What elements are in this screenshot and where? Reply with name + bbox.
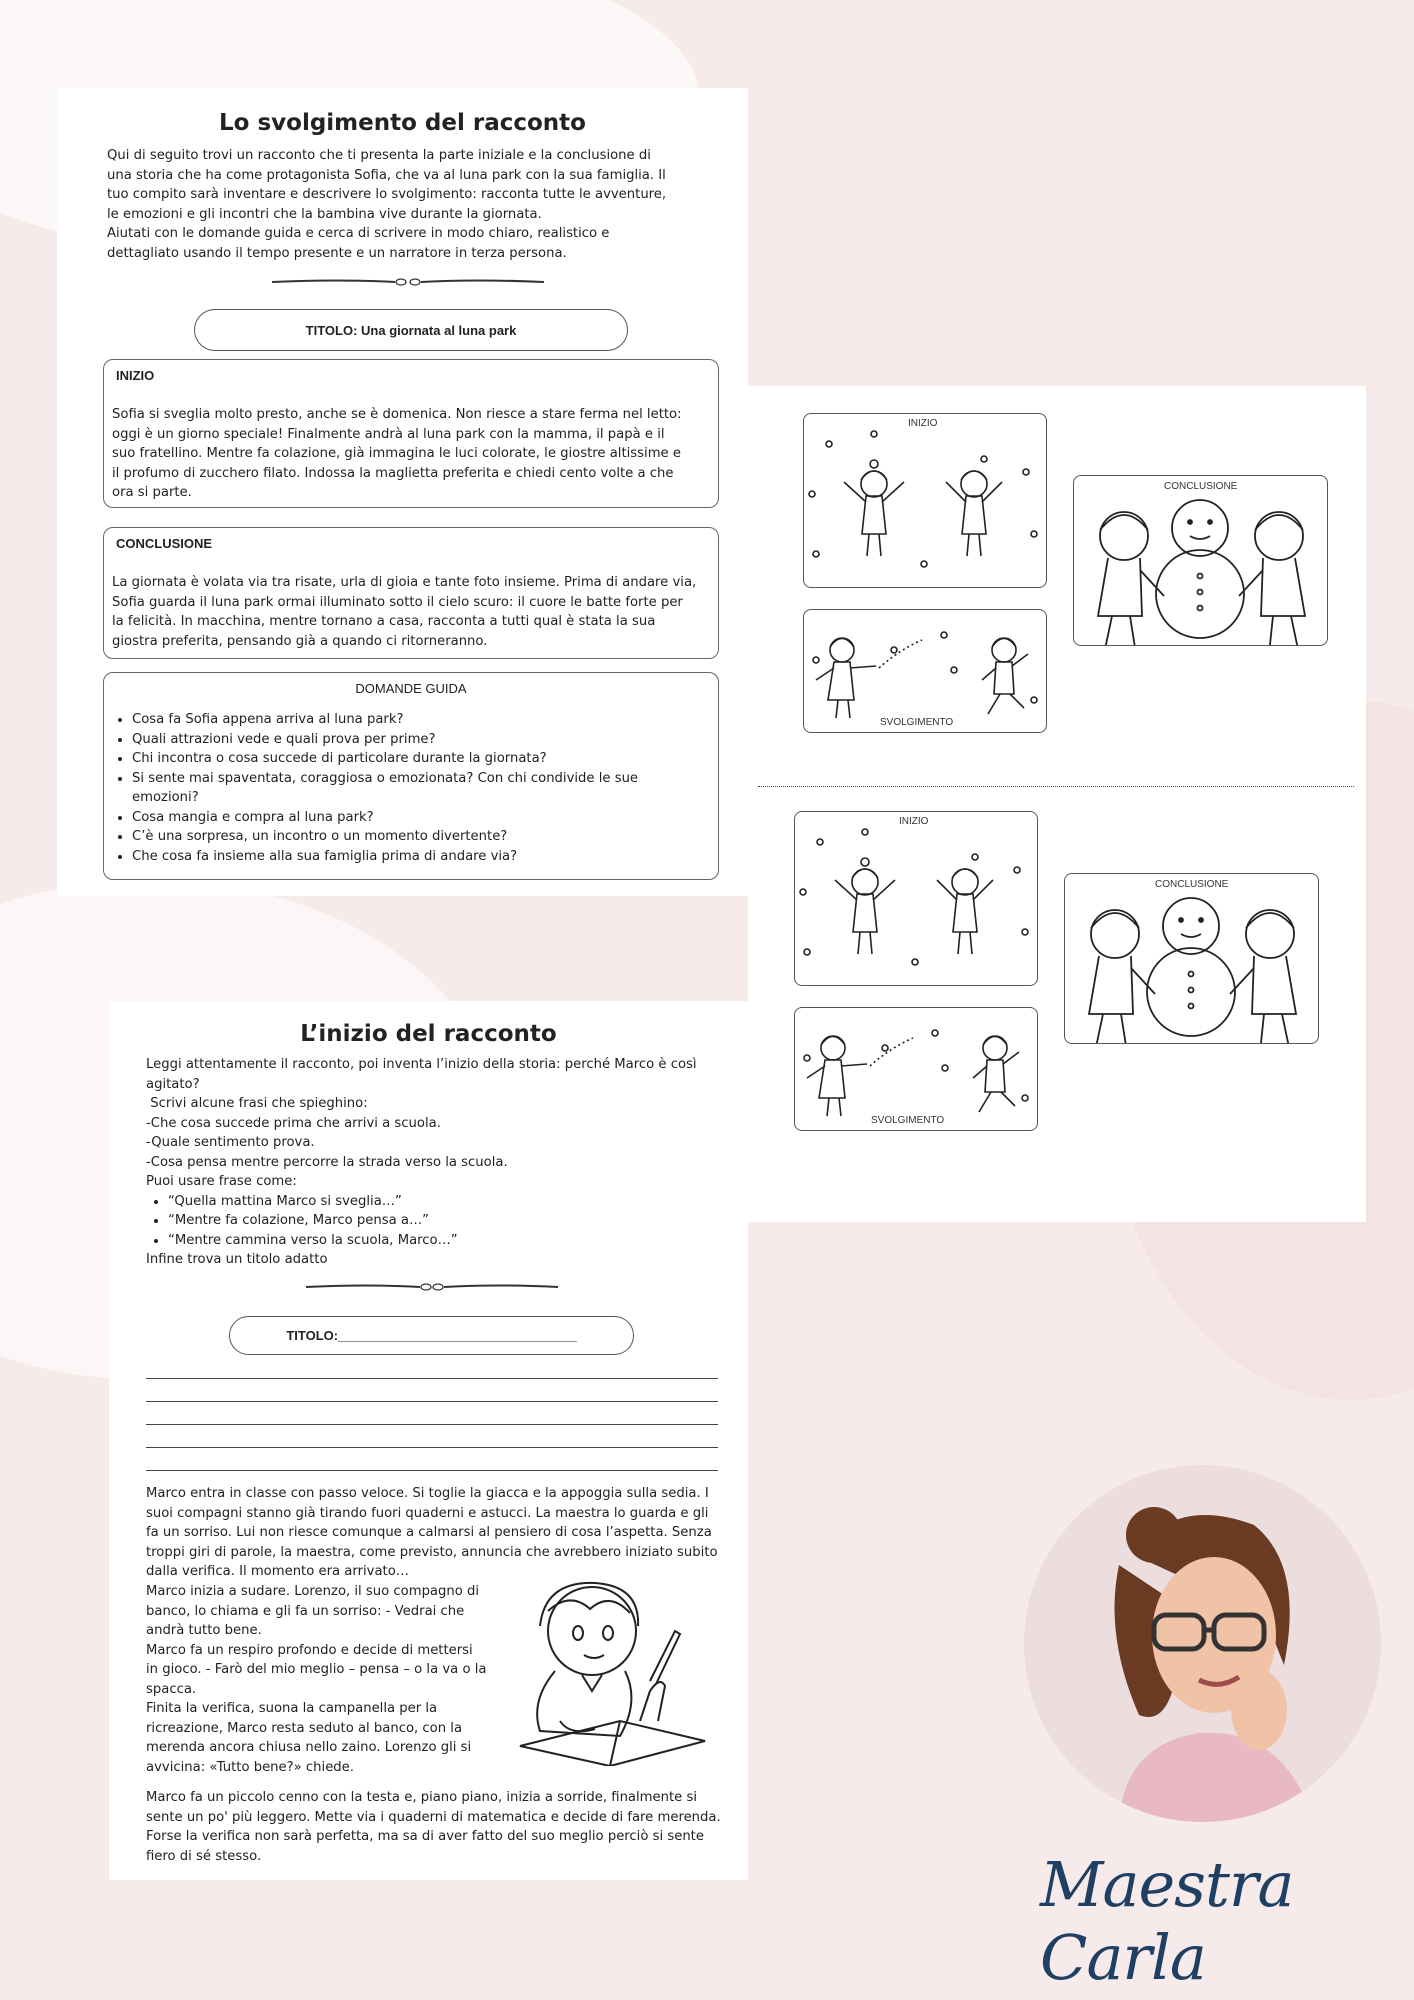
teacher-avatar-illustration [1024, 1465, 1381, 1822]
list-item: • Che cosa fa insieme alla sua famiglia prima di andare via? [132, 847, 704, 867]
question-list [104, 710, 718, 866]
list-item: • C’è una sorpresa, un incontro o un momento divertente? [132, 827, 704, 847]
intro-text [107, 146, 707, 263]
snowman-illustration [1065, 874, 1318, 1043]
conclusione-line: giostra preferita, pensando già a quando ci ritorneranno. [112, 633, 488, 649]
story-line: fa un sorriso. Lui non riesce comunque a calmarsi al pensiero di cosa l’aspetta. Senza [146, 1525, 712, 1540]
signature: Maestra Carla [1040, 1848, 1294, 1994]
card-label: INIZIO [908, 418, 938, 429]
conclusione-label: CONCLUSIONE [116, 536, 213, 551]
story-line: merenda ancora chiusa nello zaino. Lorenzo gli si [146, 1740, 472, 1755]
story-line: ricreazione, Marco resta seduto al banco, con la [146, 1720, 463, 1736]
list-item: • Si sente mai spaventata, coraggiosa o emozionata? Con chi condivide le sue emozioni? [132, 769, 704, 808]
writing-line[interactable] [146, 1424, 718, 1425]
story-line: Marco entra in classe con passo veloce. Si toglie la giacca e la appoggia sulla sedia. I [146, 1486, 709, 1501]
story-line: dalla verifica. Il momento era arrivato… [146, 1564, 409, 1579]
inizio-line: ora si parte. [112, 485, 192, 500]
conclusione-line: La giornata è volata via tra risate, urla di gioia e tante foto insieme. Prima di andare via, [112, 575, 697, 590]
worksheet-inizio [109, 1001, 748, 1880]
story-line: Finita la verifica, suona la campanella per la [146, 1701, 438, 1716]
children-snow-illustration [804, 414, 1046, 587]
story-line: banco, lo chiama e gli fa un sorriso: - Vedrai che [146, 1603, 465, 1619]
snowball-fight-illustration [795, 1008, 1037, 1130]
card-label: INIZIO [899, 816, 929, 827]
card-label: SVOLGIMENTO [880, 717, 954, 728]
intro-line: Aiutati con le domande guida e cerca di scrivere in modo chiaro, realistico e [107, 226, 610, 241]
story-line: andrà tutto bene. [146, 1623, 262, 1638]
story-line: Marco fa un respiro profondo e decide di mettersi [146, 1642, 473, 1658]
inizio-label: INIZIO [116, 368, 155, 383]
list-item: • Cosa mangia e compra al luna park? [132, 808, 704, 828]
writing-line[interactable] [146, 1401, 718, 1402]
domande-guida-label: DOMANDE GUIDA [355, 681, 467, 696]
conclusione-box [103, 527, 719, 659]
title-pill-text: TITOLO: Una giornata al luna park [305, 322, 517, 338]
list-item: • “Mentre cammina verso la scuola, Marco…” [168, 1231, 726, 1251]
writing-line[interactable] [146, 1447, 718, 1448]
inizio-line: Sofia si sveglia molto presto, anche se è domenica. Non riesce a stare ferma nel letto: [112, 407, 682, 422]
dotted-separator [758, 786, 1354, 787]
card-conclusione [1073, 475, 1328, 646]
story-line: troppi giri di parole, la maestra, come previsto, annuncia che avrebbero iniziato subito [146, 1544, 718, 1560]
list-item: • Quali attrazioni vede e quali prova per prime? [132, 730, 704, 750]
story-line: suoi compagni stanno già tirando fuori quaderni e astucci. La maestra lo guarda e gli [146, 1505, 709, 1521]
list-item: • Cosa fa Sofia appena arriva al luna park? [132, 710, 704, 730]
worksheet-svolgimento [57, 88, 748, 896]
avatar [1024, 1465, 1381, 1822]
instruction-line: Puoi usare frase come: [146, 1174, 297, 1189]
instruction-line: Infine trova un titolo adatto [146, 1252, 328, 1267]
list-item: • Chi incontra o cosa succede di particolare durante la giornata? [132, 749, 704, 769]
story-line: Forse la verifica non sarà perfetta, ma sa di aver fatto del suo meglio perciò si sente [146, 1829, 704, 1844]
ornament-divider [304, 1281, 560, 1293]
card-svolgimento [794, 1007, 1038, 1131]
intro-line: le emozioni e gli incontri che la bambina vive durante la giornata. [107, 206, 542, 222]
story-line: spacca. [146, 1681, 197, 1697]
inizio-box [103, 359, 719, 508]
inizio-line: oggi è un giorno speciale! Finalmente andrà al luna park con la mamma, il papà e il [112, 426, 665, 442]
title-pill [194, 309, 628, 351]
writing-line[interactable] [146, 1470, 718, 1471]
card-label: CONCLUSIONE [1155, 879, 1229, 890]
domande-guida-box [103, 672, 719, 880]
instructions [146, 1055, 726, 1270]
story-paragraph [146, 1484, 726, 1582]
intro-line: tuo compito sarà inventare e descrivere lo svolgimento: racconta tutte le avventure, [107, 187, 667, 202]
inizio-line: il profumo di zucchero filato. Indossa la maglietta preferita e chiedi cento volte a che [112, 465, 674, 481]
card-inizio [803, 413, 1047, 588]
card-label: SVOLGIMENTO [871, 1115, 945, 1126]
ornament-divider [270, 276, 546, 288]
intro-line: dettagliato usando il tempo presente e un narratore in terza persona. [107, 245, 567, 261]
instruction-line: Leggi attentamente il racconto, poi inventa l’inizio della storia: perché Marco è così [146, 1057, 697, 1072]
instruction-line: -Quale sentimento prova. [146, 1135, 315, 1150]
intro-line: una storia che ha come protagonista Sofia, che va al luna park con la sua famiglia. Il [107, 167, 666, 183]
snowball-fight-illustration [804, 610, 1046, 732]
snowman-illustration [1074, 476, 1327, 645]
story-line: Marco inizia a sudare. Lorenzo, il suo compagno di [146, 1584, 480, 1599]
story-line: fiero di sé stesso. [146, 1848, 262, 1864]
instruction-line: agitato? [146, 1076, 200, 1092]
story-line: avvicina: «Tutto bene?» chiede. [146, 1759, 354, 1775]
story-line: sente un po' più leggero. Mette via i quaderni di matematica e decide di fare merenda. [146, 1809, 721, 1825]
list-item: • “Mentre fa colazione, Marco pensa a…” [168, 1211, 726, 1231]
conclusione-line: la felicità. In macchina, mentre tornano a casa, racconta a tutti qual è stata la sua [112, 614, 656, 629]
story-paragraph [146, 1788, 726, 1866]
picture-cards-sheet [748, 386, 1366, 1222]
instruction-line: -Che cosa succede prima che arrivi a scuola. [146, 1115, 441, 1131]
inizio-line: suo fratellino. Mentre fa colazione, già immagina le luci colorate, le giostre altissime e [112, 446, 681, 461]
card-conclusione [1064, 873, 1319, 1044]
boy-writing-illustration [500, 1571, 710, 1766]
title-pill [229, 1316, 634, 1355]
story-line: in gioco. - Farò del mio meglio – pensa – o la va o la [146, 1662, 487, 1677]
story-paragraph [146, 1582, 490, 1777]
instruction-line: -Cosa pensa mentre percorre la strada verso la scuola. [146, 1154, 508, 1170]
title-input-line[interactable]: TITOLO:_________________________________ [286, 1328, 577, 1343]
story-line: Marco fa un piccolo cenno con la testa e, piano piano, inizia a sorride, finalmente si [146, 1790, 697, 1805]
card-svolgimento [803, 609, 1047, 733]
children-snow-illustration [795, 812, 1037, 985]
intro-line: Qui di seguito trovi un racconto che ti presenta la parte iniziale e la conclusione di [107, 148, 651, 163]
conclusione-line: Sofia guarda il luna park ormai illuminato sotto il cielo scuro: il cuore le batte forte per [112, 594, 683, 610]
writing-line[interactable] [146, 1378, 718, 1379]
page-title: Lo svolgimento del racconto [219, 110, 586, 136]
page-title: L’inizio del racconto [300, 1021, 557, 1047]
card-label: CONCLUSIONE [1164, 481, 1238, 492]
instruction-line: Scrivi alcune frasi che spieghino: [146, 1096, 368, 1111]
example-list [146, 1192, 726, 1251]
list-item: • “Quella mattina Marco si sveglia…” [168, 1192, 726, 1212]
card-inizio [794, 811, 1038, 986]
